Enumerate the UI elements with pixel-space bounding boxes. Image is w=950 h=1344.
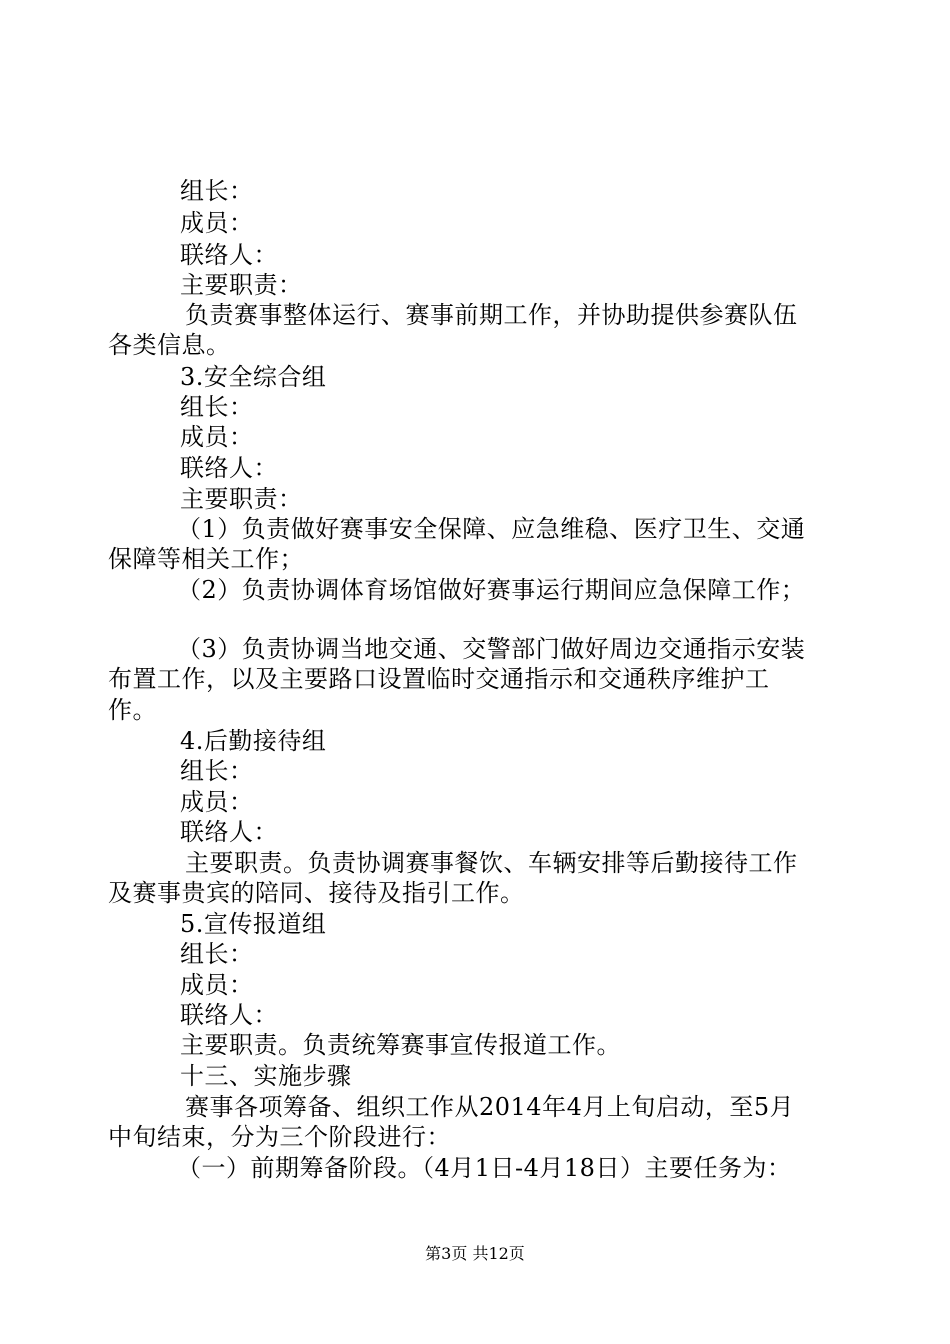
text-line: 组长： [180, 177, 254, 205]
text-line: 布置工作，以及主要路口设置临时交通指示和交通秩序维护工 [108, 665, 770, 693]
text-line: 中旬结束，分为三个阶段进行： [108, 1123, 451, 1151]
text-line: 联络人： [180, 454, 278, 482]
text-line: （一）前期筹备阶段。（4月1日-4月18日）主要任务为： [177, 1154, 792, 1182]
section-heading: 十三、实施步骤 [180, 1062, 352, 1090]
text-line: 保障等相关工作； [108, 545, 304, 573]
text-line: 负责赛事整体运行、赛事前期工作，并协助提供参赛队伍 [185, 301, 798, 329]
text-line: 成员： [180, 423, 254, 451]
text-line: 联络人： [180, 241, 278, 269]
text-line: 主要职责。负责协调赛事餐饮、车辆安排等后勤接待工作 [185, 849, 798, 877]
section-heading: 3.安全综合组 [180, 363, 327, 391]
text-line: 组长： [180, 940, 254, 968]
text-line: 主要职责： [180, 485, 303, 513]
text-line: 组长： [180, 393, 254, 421]
text-line: 及赛事贵宾的陪同、接待及指引工作。 [108, 879, 525, 907]
text-line: 赛事各项筹备、组织工作从2014年4月上旬启动，至5月 [185, 1093, 795, 1121]
text-line: （3）负责协调当地交通、交警部门做好周边交通指示安装 [177, 635, 806, 663]
text-line: （1）负责做好赛事安全保障、应急维稳、医疗卫生、交通 [177, 515, 806, 543]
text-line: 联络人： [180, 818, 278, 846]
text-line: 成员： [180, 788, 254, 816]
text-line: 成员： [180, 209, 254, 237]
text-line: 作。 [108, 696, 157, 724]
text-line: 组长： [180, 757, 254, 785]
text-line: 各类信息。 [108, 331, 231, 359]
text-line: 成员： [180, 971, 254, 999]
page-number-footer: 第3页 共12页 [425, 1244, 525, 1263]
text-line: 主要职责： [180, 271, 303, 299]
section-heading: 4.后勤接待组 [180, 727, 327, 755]
section-heading: 5.宣传报道组 [180, 910, 327, 938]
text-line: 联络人： [180, 1001, 278, 1029]
text-line: （2）负责协调体育场馆做好赛事运行期间应急保障工作； [177, 576, 806, 604]
text-line: 主要职责。负责统筹赛事宣传报道工作。 [180, 1031, 621, 1059]
